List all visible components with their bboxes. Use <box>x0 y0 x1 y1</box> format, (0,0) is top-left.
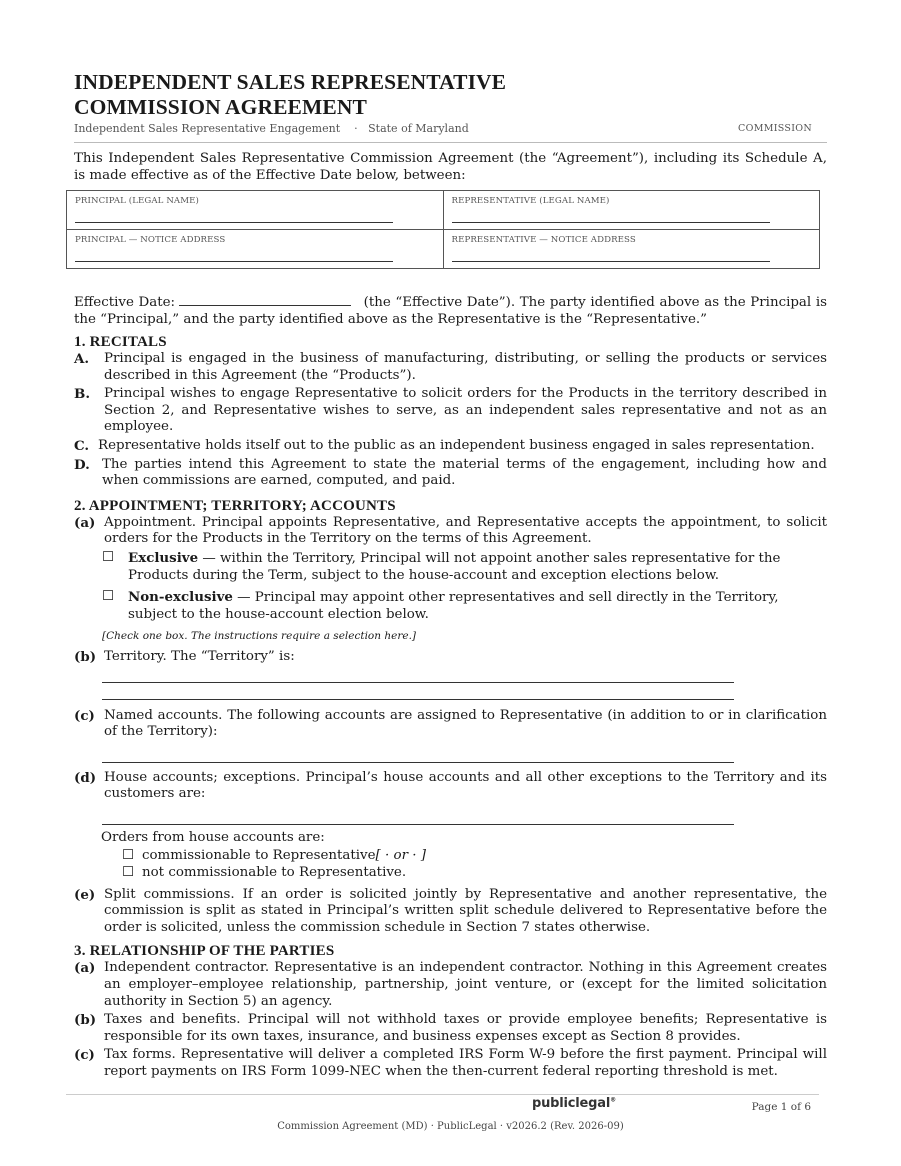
nonexclusive-label: Non-exclusive <box>128 589 233 606</box>
brand-name: publiclegal <box>532 1096 611 1111</box>
house-accounts-line[interactable] <box>102 824 734 825</box>
nonexclusive-option <box>102 589 787 623</box>
footer-version-line: Commission Agreement (MD) · PublicLegal · v2026.2 (Rev. 2026-09) <box>277 1121 624 1132</box>
representative-name-field[interactable] <box>452 222 770 223</box>
principal-name-field[interactable] <box>75 222 393 223</box>
page-number: Page 1 of 6 <box>751 1101 811 1113</box>
header-divider <box>74 142 827 143</box>
recital-marker: C. <box>74 437 90 454</box>
clause-2b <box>74 649 827 666</box>
brand-logo <box>532 1096 616 1111</box>
principal-name-label: PRINCIPAL (LEGAL NAME) <box>75 196 199 206</box>
clause-marker: (c) <box>74 707 95 724</box>
clause-text: Independent contractor. Representative is an independent contractor. Nothing in this Agreement creates an employer–employee relationship, partnership, joint venture, or (except for the limited solicitation authority in Section 5) an agency. <box>104 960 827 1009</box>
commissionable-option <box>122 848 827 865</box>
representative-address-field[interactable] <box>452 261 770 262</box>
clause-3a <box>74 960 827 1010</box>
document-title <box>74 70 506 120</box>
parties-table <box>66 190 820 269</box>
nonexclusive-text: — Principal may appoint other representatives and sell directly in the Territory, subject to the house-account election below. <box>128 590 779 622</box>
effective-date-text: (the “Effective Date”). The party identified above as the Principal is the “Principal,” and the party identified above as the Representative is the “Representative.” <box>74 295 827 327</box>
clause-3c <box>74 1047 827 1080</box>
principal-address-cell[interactable] <box>67 230 444 269</box>
clause-marker: (d) <box>74 769 97 786</box>
engagement-type: Independent Sales Representative Engagement <box>74 122 341 135</box>
recital-text: Principal wishes to engage Representative to solicit orders for the Products in the territory described in Section 2, and Representative wishes to serve, as an independent sales representative and not as an employee. <box>104 386 827 435</box>
exclusive-label: Exclusive <box>128 549 199 566</box>
or-note: [ · or · ] <box>375 848 426 864</box>
clause-2d <box>74 770 827 803</box>
representative-name-label: REPRESENTATIVE (LEGAL NAME) <box>451 196 610 206</box>
recital-marker: A. <box>74 351 90 367</box>
clause-text: House accounts; exceptions. Principal’s house accounts and all other exceptions to the Territory and its customers are: <box>104 769 827 802</box>
recital-text: Principal is engaged in the business of manufacturing, distributing, or selling the products or services described in this Agreement (the “Products”). <box>104 351 827 383</box>
exclusive-text: — within the Territory, Principal will not appoint another sales representative for the Products during the Term, subject to the house-account and exception elections below. <box>128 550 781 583</box>
house-orders-label: Orders from house accounts are: <box>101 829 325 845</box>
clause-marker: (a) <box>74 960 96 977</box>
recital-marker: D. <box>74 456 90 473</box>
recital-d <box>74 457 827 490</box>
clause-text: Taxes and benefits. Principal will not withhold taxes or provide employee benefits; Representative is responsible for its own taxes, insurance, and business expenses except as Section 8 provides. <box>104 1012 827 1044</box>
recital-marker: B. <box>74 386 90 403</box>
clause-marker: (c) <box>74 1047 95 1064</box>
clause-marker: (a) <box>74 514 96 531</box>
territory-line-2[interactable] <box>102 699 734 700</box>
clause-text: Named accounts. The following accounts are assigned to Representative (in addition to or in clarification of the Territory): <box>104 707 827 740</box>
exclusive-option <box>102 550 787 584</box>
named-accounts-line[interactable] <box>102 762 734 763</box>
title-line-2: COMMISSION AGREEMENT <box>74 95 367 119</box>
principal-address-label: PRINCIPAL — NOTICE ADDRESS <box>75 235 226 245</box>
jurisdiction: State of Maryland <box>368 122 469 135</box>
brand-registered-mark: ® <box>610 1096 616 1104</box>
clause-text: Territory. The “Territory” is: <box>104 648 295 664</box>
recital-text: The parties intend this Agreement to state the material terms of the engagement, including how and when commissions are earned, computed, and paid. <box>102 456 827 489</box>
recital-text: Representative holds itself out to the public as an independent business engaged in sales representation. <box>98 437 815 453</box>
clause-marker: (e) <box>74 886 96 903</box>
agreement-body <box>74 333 827 1081</box>
territory-line-1[interactable] <box>102 682 734 683</box>
recital-c <box>74 438 827 455</box>
representative-address-label: REPRESENTATIVE — NOTICE ADDRESS <box>451 235 636 245</box>
section-3-heading: 3. RELATIONSHIP OF THE PARTIES <box>74 943 335 960</box>
nonexclusive-checkbox[interactable]: ☐ <box>102 589 115 605</box>
recital-a <box>74 351 827 384</box>
clause-3b <box>74 1012 827 1045</box>
clause-text: Appointment. Principal appoints Representative, and Representative accepts the appointment, to solicit orders for the Products in the Territory on the terms of this Agreement. <box>104 514 827 547</box>
exclusive-checkbox[interactable]: ☐ <box>102 549 115 565</box>
clause-text: Tax forms. Representative will deliver a completed IRS Form W-9 before the first payment. Principal will report payments on IRS Form 1099-NEC when the then-current federal reporting threshold is met. <box>104 1047 827 1079</box>
effective-date-label: Effective Date: <box>74 295 176 310</box>
clause-marker: (b) <box>74 1012 97 1029</box>
clause-marker: (b) <box>74 648 97 665</box>
commissionable-checkbox[interactable]: ☐ <box>122 848 135 864</box>
subtitle-separator: · <box>354 122 358 135</box>
principal-name-cell[interactable] <box>67 191 444 230</box>
clause-2c <box>74 708 827 741</box>
doc-type-tag: COMMISSION <box>738 123 812 134</box>
footer-divider <box>66 1094 819 1095</box>
document-subtitle <box>74 122 812 135</box>
intro-paragraph: This Independent Sales Representative Commission Agreement (the “Agreement”), including its Schedule A, is made effective as of the Effective Date below, between: <box>74 151 827 183</box>
check-instruction-note: [Check one box. The instructions require a selection here.] <box>102 630 417 643</box>
clause-2e <box>74 887 827 937</box>
effective-date-field[interactable] <box>179 294 351 306</box>
not-commissionable-text: not commissionable to Representative. <box>142 865 407 881</box>
not-commissionable-option <box>122 865 827 882</box>
representative-name-cell[interactable] <box>443 191 820 230</box>
effective-date-paragraph <box>74 294 827 328</box>
not-commissionable-checkbox[interactable]: ☐ <box>122 865 135 881</box>
principal-address-field[interactable] <box>75 261 393 262</box>
section-2-heading: 2. APPOINTMENT; TERRITORY; ACCOUNTS <box>74 497 396 514</box>
clause-text: Split commissions. If an order is solicited jointly by Representative and another representative, the commission is split as stated in Principal’s written split schedule delivered to Representative before the order is solicited, unless the commission schedule in Section 7 states otherwise. <box>104 886 827 935</box>
representative-address-cell[interactable] <box>443 230 820 269</box>
clause-2a <box>74 515 827 548</box>
commissionable-text: commissionable to Representative <box>142 848 376 864</box>
recital-b <box>74 386 827 436</box>
section-1-heading: 1. RECITALS <box>74 334 167 350</box>
title-line-1: INDEPENDENT SALES REPRESENTATIVE <box>74 70 507 94</box>
